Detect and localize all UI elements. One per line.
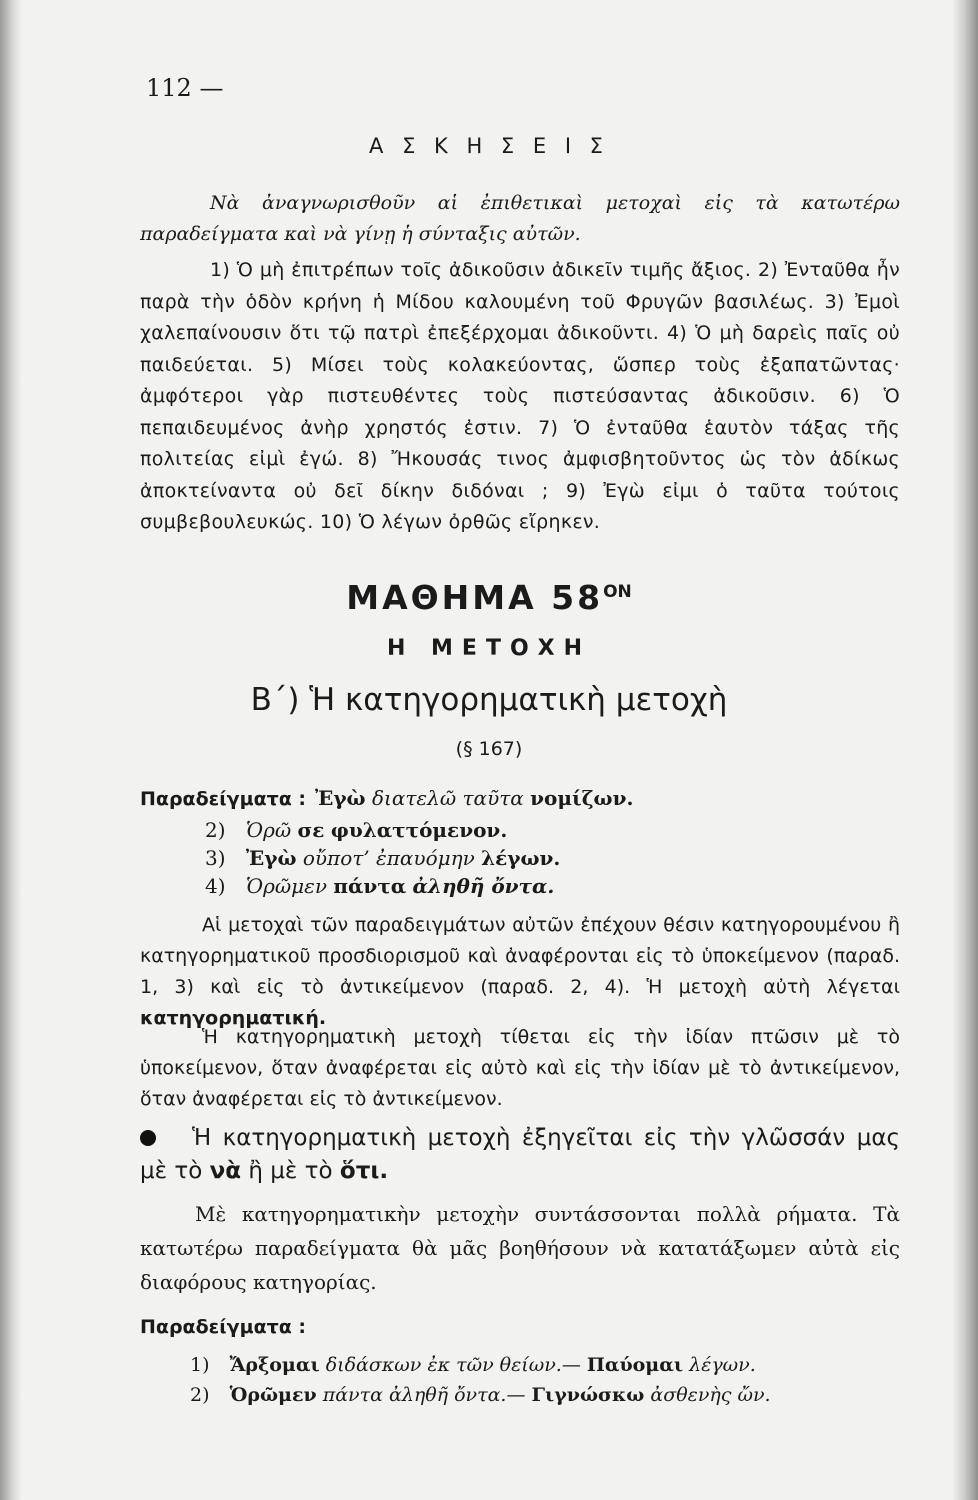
lesson-title-sup: ΟΝ xyxy=(603,582,632,602)
example-line-4: 4) Ὁρῶμεν πάντα ἀληθῆ ὄντα. xyxy=(205,874,555,898)
example-line-1: Ἐγὼ διατελῶ ταῦτα νομίζων. xyxy=(315,786,634,810)
lesson-title xyxy=(0,578,978,617)
lesson-subtitle: Η ΜΕΤΟΧΗ xyxy=(386,636,592,661)
example2-line-2: 2) Ὁρῶμεν πάντα ἀληθῆ ὄντα.— Γιγνώσκω ἀσθενὴς ὤν. xyxy=(190,1384,771,1406)
exercises-heading: Α Σ Κ Η Σ Ε Ι Σ xyxy=(369,134,609,158)
example-line-2: 2) Ὁρῶ σε φυλαττόμενον. xyxy=(205,818,508,842)
example-line-3: 3) Ἐγὼ οὔποτ’ ἐπαυόμην λέγων. xyxy=(205,846,561,870)
section-title: Β΄) Ἡ κατηγορηματικὴ μετοχὴ xyxy=(250,682,728,718)
paragraph-reference: (§ 167) xyxy=(455,738,523,760)
explanation-paragraph: Αἱ μετοχαὶ τῶν παραδειγμάτων αὐτῶν ἐπέχουν θέσιν κατηγορουμένου ἢ κατηγορηματικοῦ προσδιορισμοῦ καὶ ἀναφέρονται εἰς τὸ ὑποκείμενον (παραδ. 1, 3) καὶ εἰς τὸ ἀντικείμενον (παραδ. 2, 4). Ἡ μετοχὴ αὐτὴ λέγεται κατηγορηματική. xyxy=(140,914,900,1029)
examples-label: Παραδείγματα : xyxy=(140,788,307,810)
example2-line-1: 1) Ἄρξομαι διδάσκων ἐκ τῶν θείων.— Παύομαι λέγων. xyxy=(190,1354,756,1376)
examples-label-2: Παραδείγματα : xyxy=(140,1316,307,1338)
lesson-title-text: ΜΑΘΗΜΑ 58 xyxy=(346,578,604,617)
verbs-paragraph: Μὲ κατηγορηματικὴν μετοχὴν συντάσσονται πολλὰ ρήματα. Τὰ κατωτέρω παραδείγματα θὰ μᾶς βοηθήσουν νὰ κατατάξωμεν αὐτὰ εἰς διαφόρους κατηγορίας. xyxy=(140,1202,900,1294)
exercise-sentences: 1) Ὁ μὴ ἐπιτρέπων τοῖς ἀδικοῦσιν ἀδικεῖν τιμῆς ἄξιος. 2) Ἐνταῦθα ἦν παρὰ τὴν ὁδὸν κρήνη ἡ Μίδου καλουμένη τοῦ Φρυγῶν βασιλέως. 3) Ἐμοὶ χαλεπαίνουσιν ὅτι τῷ πατρὶ ἐπεξέρχομαι ἀδικοῦντι. 4) Ὁ μὴ δαρεὶς παῖς οὐ παιδεύεται. 5) Μίσει τοὺς κολακεύοντας, ὥσπερ τοὺς ἐξαπατῶντας· ἀμφότεροι γὰρ πιστευθέντες τοὺς πιστεύσαντας ἀδικοῦσιν. 6) Ὁ πεπαιδευμένος ἀνὴρ χρηστός ἐστιν. 7) Ὁ ἐνταῦθα ἑαυτὸν τάξας τῆς πολιτείας εἰμὶ ἐγώ. 8) Ἤκουσάς τινος ἀμφισβητοῦντος ὡς τὸν ἀδίκως ἀποκτείναντα οὐ δεῖ δίκην διδόναι ; 9) Ἐγὼ εἰμι ὁ ταῦτα τούτοις συμβεβουλευκώς. 10) Ὁ λέγων ὀρθῶς εἴρηκεν. xyxy=(140,259,900,533)
page-number: 112 — xyxy=(146,74,224,102)
exercise-instruction: Νὰ ἀναγνωρισθοῦν αἱ ἐπιθετικαὶ μετοχαὶ εἰς τὰ κατωτέρω παραδείγματα καὶ νὰ γίνῃ ἡ σύνταξις αὐτῶν. xyxy=(140,192,900,245)
bullet-paragraph: Ἡ κατηγορηματικὴ μετοχὴ ἐξηγεῖται εἰς τὴν γλῶσσάν μας μὲ τὸ νὰ ἢ μὲ τὸ ὅτι. xyxy=(140,1125,900,1184)
term-katigorimatiki: κατηγορηματική. xyxy=(140,1007,327,1029)
rule-paragraph: Ἡ κατηγορηματικὴ μετοχὴ τίθεται εἰς τὴν ἰδίαν πτῶσιν μὲ τὸ ὑποκείμενον, ὅταν ἀναφέρεται εἰς αὐτὸ καὶ εἰς τὴν ἰδίαν μὲ τὸ ἀντικείμενον, ὅταν ἀναφέρεται εἰς τὸ ἀντικείμενον. xyxy=(140,1026,900,1110)
